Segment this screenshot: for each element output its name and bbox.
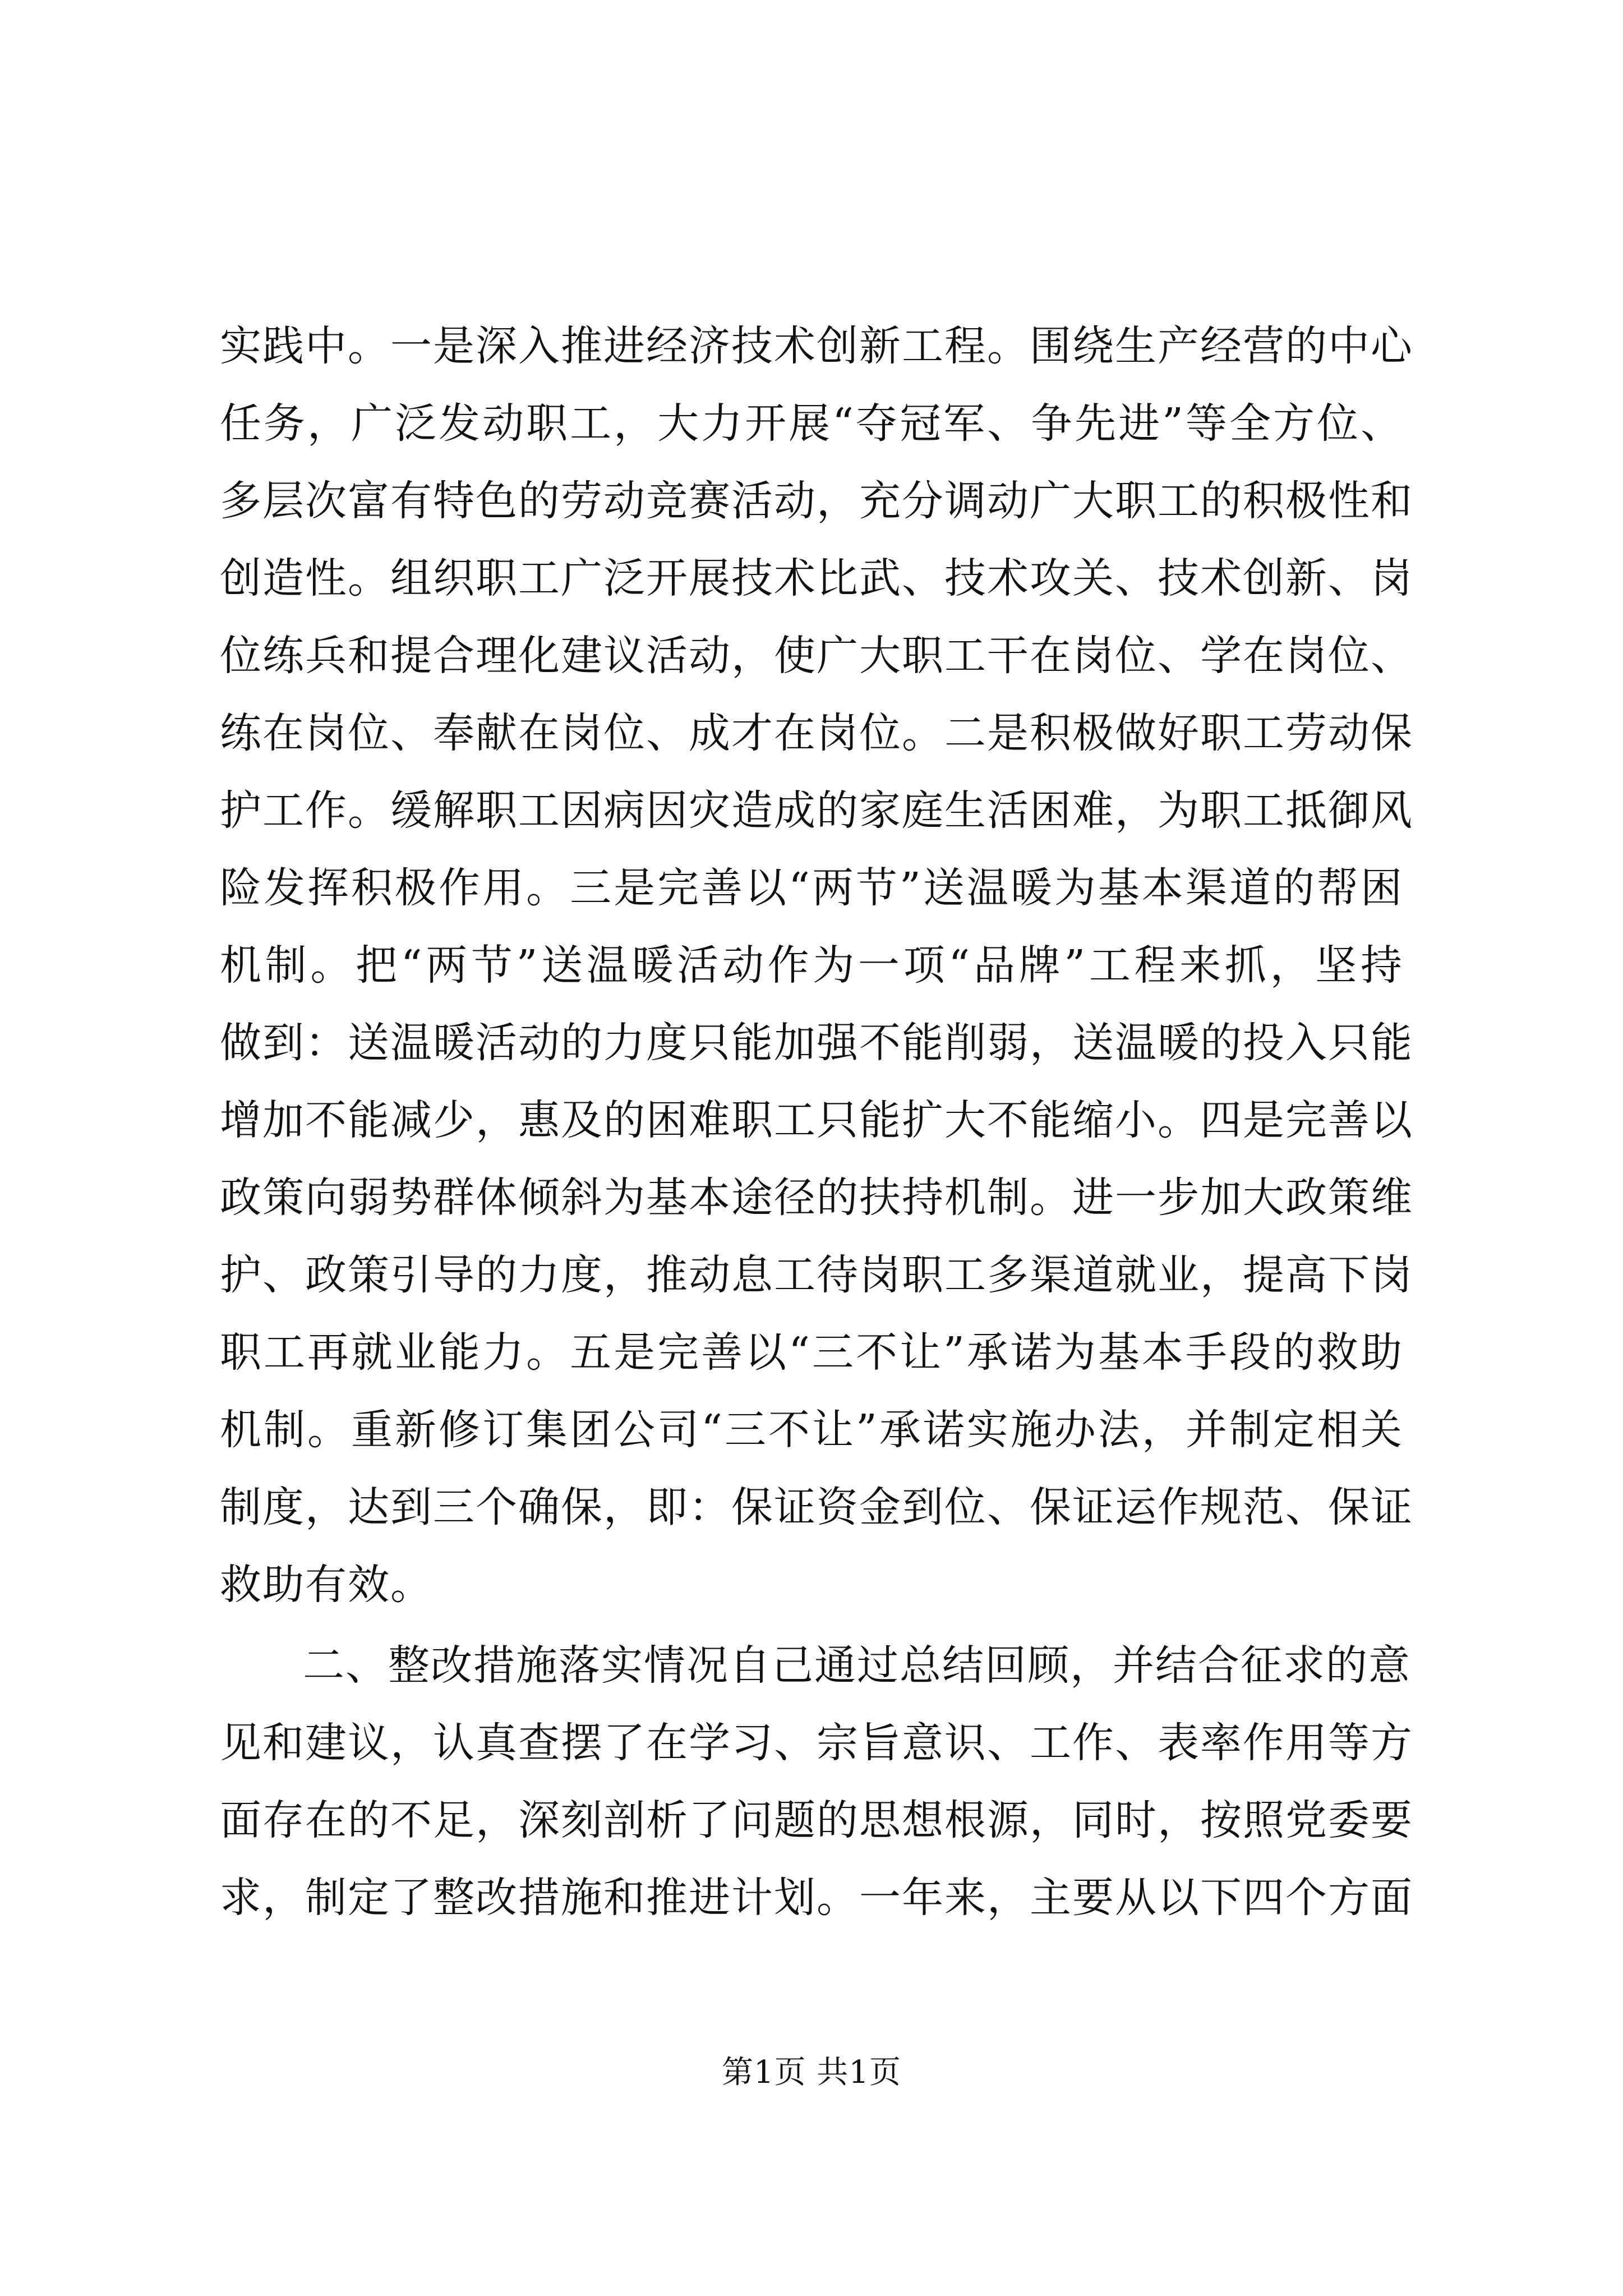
paragraph-line: 求，制定了整改措施和推进计划。一年来，主要从以下四个方面	[220, 1874, 1413, 1922]
paragraph-line: 实践中。一是深入推进经济技术创新工程。围绕生产经营的中心	[220, 322, 1413, 370]
paragraph-line: 机制。重新修订集团公司“三不让”承诺实施办法，并制定相关	[220, 1406, 1403, 1454]
paragraph-line: 面存在的不足，深刻剖析了问题的思想根源，同时，按照党委要	[220, 1796, 1413, 1844]
paragraph-line: 位练兵和提合理化建议活动，使广大职工干在岗位、学在岗位、	[220, 632, 1413, 680]
paragraph-line: 练在岗位、奉献在岗位、成才在岗位。二是积极做好职工劳动保	[220, 709, 1413, 757]
paragraph-2	[220, 1627, 1413, 1936]
paragraph-line: 护工作。缓解职工因病因灾造成的家庭生活困难，为职工抵御风	[220, 786, 1413, 835]
paragraph-1	[220, 307, 1413, 1623]
document-body	[220, 307, 1413, 1936]
paragraph-line: 做到：送温暖活动的力度只能加强不能削弱，送温暖的投入只能	[220, 1019, 1413, 1067]
page-number-footer: 第1页 共1页	[721, 2054, 902, 2091]
paragraph-line: 任务，广泛发动职工，大力开展“夺冠军、争先进”等全方位、	[220, 399, 1403, 448]
paragraph-line: 二、整改措施落实情况自己通过总结回顾，并结合征求的意	[303, 1641, 1411, 1690]
paragraph-line: 多层次富有特色的劳动竞赛活动，充分调动广大职工的积极性和	[220, 477, 1413, 525]
paragraph-line: 见和建议，认真查摆了在学习、宗旨意识、工作、表率作用等方	[220, 1719, 1413, 1767]
paragraph-line: 险发挥积极作用。三是完善以“两节”送温暖为基本渠道的帮困	[220, 864, 1403, 912]
paragraph-line: 创造性。组织职工广泛开展技术比武、技术攻关、技术创新、岗	[220, 554, 1413, 602]
paragraph-line: 政策向弱势群体倾斜为基本途径的扶持机制。进一步加大政策维	[220, 1174, 1413, 1222]
paragraph-line: 救助有效。	[220, 1561, 433, 1609]
paragraph-line: 机制。把“两节”送温暖活动作为一项“品牌”工程来抓，坚持	[220, 941, 1403, 990]
paragraph-line: 职工再就业能力。五是完善以“三不让”承诺为基本手段的救助	[220, 1328, 1403, 1377]
paragraph-line: 增加不能减少，惠及的困难职工只能扩大不能缩小。四是完善以	[220, 1096, 1413, 1144]
paragraph-line: 护、政策引导的力度，推动息工待岗职工多渠道就业，提高下岗	[220, 1251, 1413, 1299]
paragraph-line: 制度，达到三个确保，即：保证资金到位、保证运作规范、保证	[220, 1483, 1413, 1531]
